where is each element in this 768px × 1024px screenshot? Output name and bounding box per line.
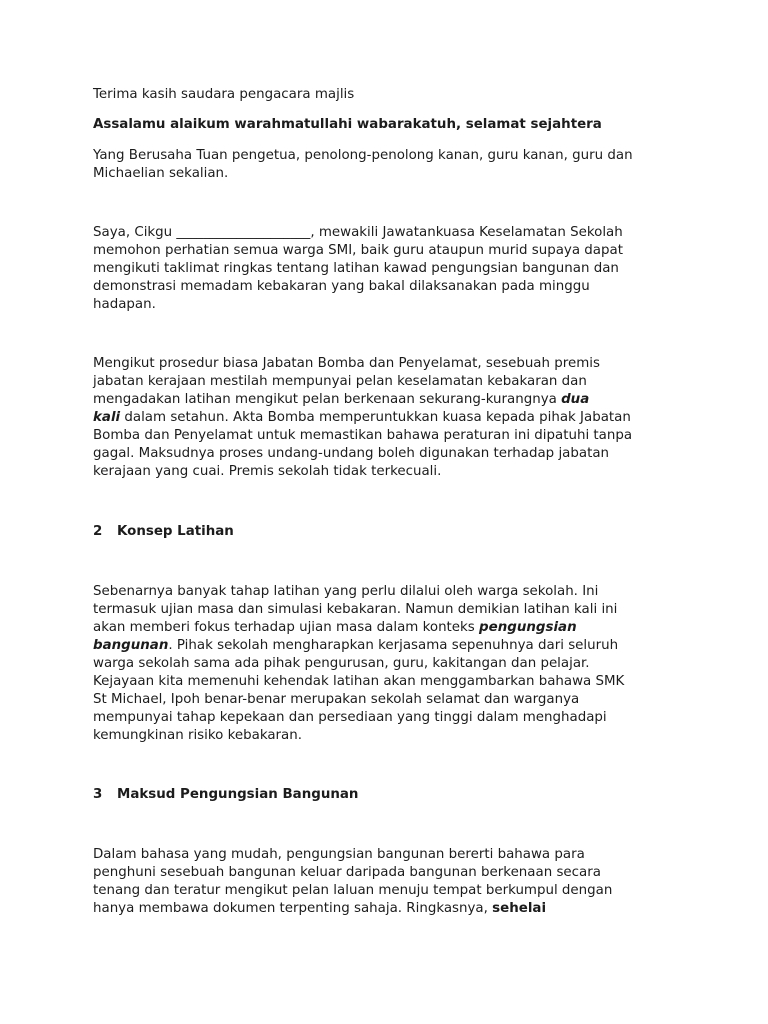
section2-line: kemungkinan risiko kebakaran. (93, 728, 302, 743)
intro-paragraph (93, 224, 693, 314)
intro-line: Saya, Cikgu ____________________, mewakili Jawatankuasa Keselamatan Sekolah (93, 225, 623, 240)
salutation-line: Yang Berusaha Tuan pengetua, penolong-penolong kanan, guru kanan, guru dan (93, 148, 633, 163)
intro-line: mengikuti taklimat ringkas tentang latihan kawad pengungsian bangunan dan (93, 261, 619, 276)
section2-line: termasuk ujian masa dan simulasi kebakaran. Namun demikian latihan kali ini (93, 602, 618, 617)
section-title: Konsep Latihan (117, 524, 234, 539)
procedure-line: kerajaan yang cuai. Premis sekolah tidak terkecuali. (93, 464, 442, 479)
section-number: 3 (93, 787, 103, 802)
procedure-line: Bomba dan Penyelamat untuk memastikan bahawa peraturan ini dipatuhi tanpa (93, 428, 633, 443)
intro-line: hadapan. (93, 297, 156, 312)
section-title: Maksud Pengungsian Bangunan (117, 787, 359, 802)
section2-line: bangunan. Pihak sekolah mengharapkan kerjasama sepenuhnya dari seluruh (93, 638, 619, 653)
section2-line: Sebenarnya banyak tahap latihan yang perlu dilalui oleh warga sekolah. Ini (93, 584, 599, 599)
section-heading-konsep-latihan (93, 523, 234, 541)
section2-line: warga sekolah sama ada pihak pengurusan, guru, kakitangan dan pelajar. (93, 656, 590, 671)
salutation-line: Michaelian sekalian. (93, 166, 229, 181)
emphasis-dua: dua (561, 392, 590, 407)
procedure-line: Mengikut prosedur biasa Jabatan Bomba dan Penyelamat, sesebuah premis (93, 356, 600, 371)
procedure-line: mengadakan latihan mengikut pelan berkenaan sekurang-kurangnya dua (93, 392, 590, 407)
section3-line: penghuni sesebuah bangunan keluar daripada bangunan berkenaan secara (93, 865, 601, 880)
emphasis-kali: kali (93, 410, 121, 425)
salutation-paragraph (93, 147, 693, 183)
intro-line: demonstrasi memadam kebakaran yang bakal dilaksanakan pada minggu (93, 279, 590, 294)
opening-line: Terima kasih saudara pengacara majlis (93, 87, 355, 102)
section3-line: Dalam bahasa yang mudah, pengungsian bangunan bererti bahawa para (93, 847, 585, 862)
procedure-line: gagal. Maksudnya proses undang-undang boleh digunakan terhadap jabatan (93, 446, 610, 461)
procedure-line: kali dalam setahun. Akta Bomba memperuntukkan kuasa kepada pihak Jabatan (93, 410, 631, 425)
maksud-pengungsian-paragraph (93, 846, 693, 918)
konsep-latihan-paragraph (93, 583, 693, 745)
section2-line: Kejayaan kita memenuhi kehendak latihan akan menggambarkan bahawa SMK (93, 674, 625, 689)
section2-line: St Michael, Ipoh benar-benar merupakan sekolah selamat dan warganya (93, 692, 580, 707)
section-heading-maksud-pengungsian (93, 786, 358, 804)
emphasis-sehelai: sehelai (492, 901, 547, 916)
procedure-line: jabatan kerajaan mestilah mempunyai pelan keselamatan kebakaran dan (93, 374, 587, 389)
intro-line: memohon perhatian semua warga SMI, baik guru ataupun murid supaya dapat (93, 243, 623, 258)
section-number: 2 (93, 524, 103, 539)
section2-line: mempunyai tahap kepekaan dan persediaan yang tinggi dalam menghadapi (93, 710, 607, 725)
greeting-line: Assalamu alaikum warahmatullahi wabarakatuh, selamat sejahtera (93, 117, 602, 132)
section3-line: hanya membawa dokumen terpenting sahaja. Ringkasnya, sehelai (93, 901, 547, 916)
procedure-paragraph (93, 355, 693, 481)
section3-line: tenang dan teratur mengikut pelan laluan menuju tempat berkumpul dengan (93, 883, 613, 898)
emphasis-pengungsian: pengungsian (479, 620, 577, 635)
emphasis-bangunan: bangunan (93, 638, 169, 653)
section2-line: akan memberi fokus terhadap ujian masa dalam konteks pengungsian (93, 620, 577, 635)
